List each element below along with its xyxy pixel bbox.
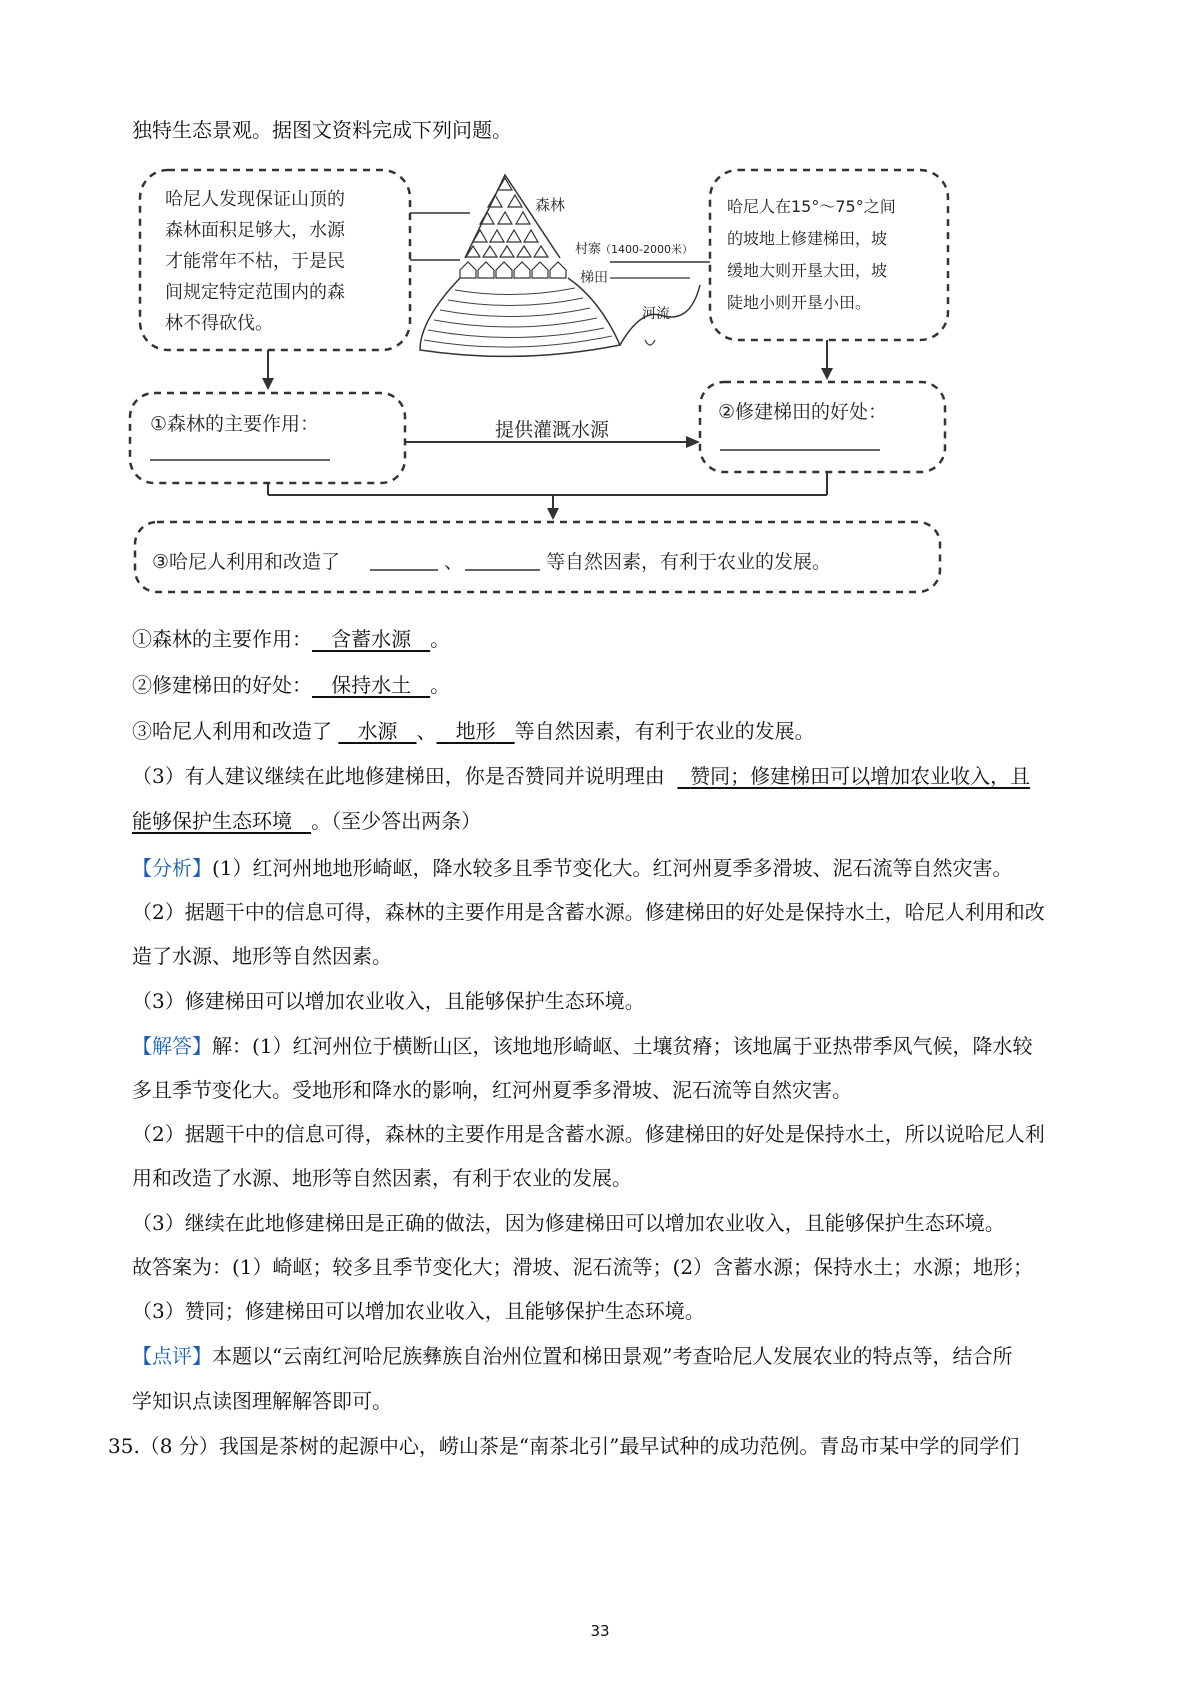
question-3-line-2: 能够保护生态环境 。（至少答出两条） <box>132 809 482 833</box>
right-note-box <box>710 170 948 340</box>
left-note-line-4: 间规定特定范围内的森 <box>165 282 345 303</box>
irrigation-arrow-label: 提供灌溉水源 <box>495 419 610 441</box>
left-note-line-3: 才能常年不枯，于是民 <box>165 251 345 272</box>
answer-2: ②修建梯田的好处： 保持水土 。 <box>132 673 451 697</box>
analysis-line-3: 造了水源、地形等自然因素。 <box>132 944 392 968</box>
comment-line-2: 学知识点读图理解解答即可。 <box>132 1389 392 1413</box>
right-note-line-1: 哈尼人在15°～75°之间 <box>727 197 896 216</box>
solution-line-2: 多且季节变化大。受地形和降水的影响，红河州夏季多滑坡、泥石流等自然灾害。 <box>132 1078 852 1102</box>
label-elevation: （1400-2000米） <box>600 243 693 256</box>
label-village: 村寨 <box>575 242 602 257</box>
page-number: 33 <box>590 1622 610 1640</box>
analysis-line-2: （2）据题干中的信息可得，森林的主要作用是含蓄水源。修建梯田的好处是保持水土，哈尼人利用和改 <box>132 900 1045 924</box>
forest-role-box <box>130 393 405 483</box>
right-note-line-4: 陡地小则开垦小田。 <box>727 293 872 312</box>
question-35: 35.（8 分）我国是茶树的起源中心，崂山茶是“南茶北引”最早试种的成功范例。青岛市某中学的同学们 <box>108 1434 1020 1458</box>
comment-line-1: 【点评】本题以“云南红河哈尼族彝族自治州位置和梯田景观”考查哈尼人发展农业的特点等，结合所 <box>132 1344 1013 1368</box>
intro-line: 独特生态景观。据图文资料完成下列问题。 <box>132 118 512 142</box>
solution-line-6: 故答案为：(1）崎岖；较多且季节变化大；滑坡、泥石流等；(2）含蓄水源；保持水土；水源；地形； <box>132 1255 1034 1279</box>
label-river: 河流 <box>642 306 670 322</box>
terrace-benefit-box <box>700 382 945 472</box>
solution-line-7: （3）赞同；修建梯田可以增加农业收入，且能够保护生态环境。 <box>132 1299 705 1323</box>
right-note-line-3: 缓地大则开垦大田，坡 <box>727 261 888 280</box>
forest-role-title: ①森林的主要作用： <box>150 413 320 435</box>
left-note-line-5: 林不得砍伐。 <box>165 313 273 334</box>
terrace-diagram <box>0 150 1200 610</box>
analysis-line-1: 【分析】(1）红河州地地形崎岖，降水较多且季节变化大。红河州夏季多滑坡、泥石流等自然灾害。 <box>132 856 1013 880</box>
solution-line-3: （2）据题干中的信息可得，森林的主要作用是含蓄水源。修建梯田的好处是保持水土，所以说哈尼人利 <box>132 1122 1045 1146</box>
label-forest: 森林 <box>535 196 566 214</box>
terrace-benefit-title: ②修建梯田的好处： <box>718 401 888 423</box>
right-note-line-2: 的坡地上修建梯田，坡 <box>727 229 888 248</box>
answer-3: ③哈尼人利用和改造了 水源 、 地形 等自然因素，有利于农业的发展。 <box>132 719 815 743</box>
left-note-line-1: 哈尼人发现保证山顶的 <box>165 189 345 210</box>
natural-factors-pre: ③哈尼人利用和改造了 <box>152 551 341 573</box>
label-terrace: 梯田 <box>580 270 608 286</box>
solution-line-5: （3）继续在此地修建梯田是正确的做法，因为修建梯田可以增加农业收入，且能够保护生态环境。 <box>132 1211 1005 1235</box>
analysis-line-4: （3）修建梯田可以增加农业收入，且能够保护生态环境。 <box>132 989 645 1013</box>
natural-factors-post: 等自然因素，有利于农业的发展。 <box>546 551 832 573</box>
natural-factors-sep: 、 <box>444 551 464 573</box>
answer-1: ①森林的主要作用： 含蓄水源 。 <box>132 627 451 651</box>
left-note-line-2: 森林面积足够大，水源 <box>165 220 345 241</box>
question-3-line-1: （3）有人建议继续在此地修建梯田，你是否赞同并说明理由 赞同；修建梯田可以增加农业收入，且 <box>132 764 1031 788</box>
solution-line-4: 用和改造了水源、地形等自然因素，有利于农业的发展。 <box>132 1166 632 1190</box>
solution-line-1: 【解答】解：(1）红河州位于横断山区，该地地形崎岖、土壤贫瘠；该地属于亚热带季风气候，降水较 <box>132 1034 1033 1058</box>
